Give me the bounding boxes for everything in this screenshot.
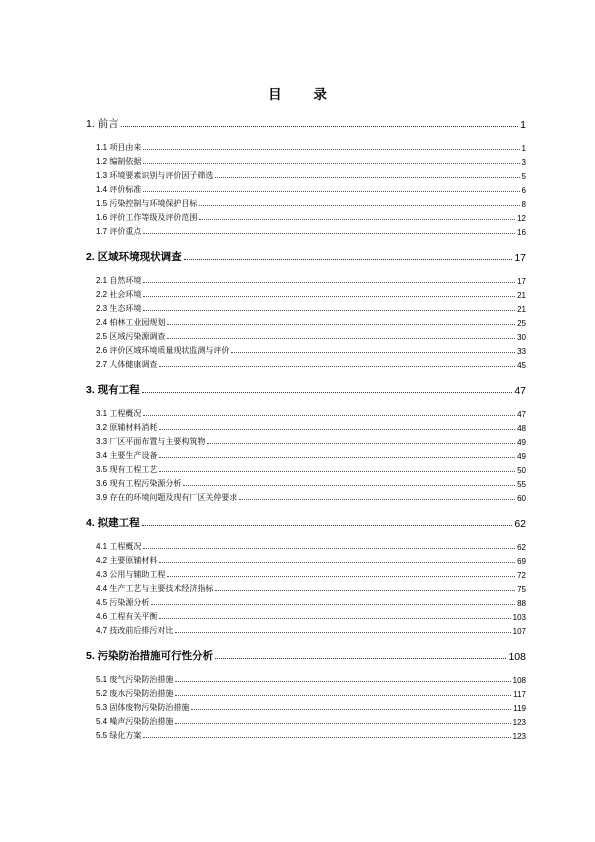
toc-leader-dots — [183, 485, 515, 486]
section-spacer — [86, 530, 526, 538]
toc-chapter-page: 1 — [520, 119, 526, 131]
toc-section-entry[interactable] — [86, 153, 526, 167]
toc-section-page: 8 — [521, 200, 526, 209]
toc-section-title: 1.1 项目由来 — [96, 143, 142, 152]
toc-leader-dots — [143, 233, 515, 234]
toc-section-title: 2.5 区域污染源调查 — [96, 332, 166, 341]
toc-leader-dots — [175, 723, 510, 724]
toc-section-entry[interactable] — [86, 167, 526, 181]
toc-chapter-entry[interactable] — [86, 247, 526, 264]
toc-section-page: 50 — [517, 466, 526, 475]
chapter-spacer — [86, 636, 526, 646]
toc-section-entry[interactable] — [86, 342, 526, 356]
toc-chapter-entry[interactable] — [86, 380, 526, 397]
toc-section-title: 4.5 污染源分析 — [96, 598, 150, 607]
toc-chapter-title: 4. 拟建工程 — [86, 517, 140, 529]
toc-leader-dots — [143, 282, 515, 283]
toc-section-page: 103 — [512, 613, 526, 622]
toc-section-entry[interactable] — [86, 713, 526, 727]
toc-section-title: 1.2 编制依据 — [96, 157, 142, 166]
toc-chapter-title: 2. 区域环境现状调查 — [86, 251, 182, 263]
toc-section-entry[interactable] — [86, 433, 526, 447]
toc-section-page: 62 — [517, 543, 526, 552]
toc-section-title: 2.7 人体健康调查 — [96, 360, 158, 369]
toc-leader-dots — [143, 296, 515, 297]
toc-section-entry[interactable] — [86, 580, 526, 594]
toc-section-title: 4.4 生产工艺与主要技术经济指标 — [96, 584, 214, 593]
toc-section-title: 2.3 生态环境 — [96, 304, 142, 313]
chapter-spacer — [86, 237, 526, 247]
toc-leader-dots — [142, 525, 513, 526]
toc-section-page: 60 — [517, 494, 526, 503]
toc-section-page: 47 — [517, 410, 526, 419]
toc-chapter-page: 17 — [514, 252, 526, 264]
toc-section-page: 6 — [521, 186, 526, 195]
toc-section-page: 75 — [517, 585, 526, 594]
toc-leader-dots — [184, 259, 513, 260]
toc-section-page: 17 — [517, 277, 526, 286]
toc-section-page: 30 — [517, 333, 526, 342]
toc-leader-dots — [239, 499, 515, 500]
toc-section-title: 4.1 工程概况 — [96, 542, 142, 551]
toc-chapter-title: 1. 前言 — [86, 118, 119, 130]
toc-leader-dots — [215, 177, 519, 178]
toc-section-title: 3.1 工程概况 — [96, 409, 142, 418]
toc-leader-dots — [175, 632, 510, 633]
toc-section-page: 33 — [517, 347, 526, 356]
toc-section-entry[interactable] — [86, 566, 526, 580]
toc-section-title: 2.1 自然环境 — [96, 276, 142, 285]
toc-section-title: 4.7 技改前后排污对比 — [96, 626, 174, 635]
toc-section-page: 25 — [517, 319, 526, 328]
toc-section-page: 123 — [512, 732, 526, 741]
toc-section-title: 2.6 评价区域环境质量现状监测与评价 — [96, 346, 230, 355]
toc-chapter-title: 5. 污染防治措施可行性分析 — [86, 650, 214, 662]
toc-leader-dots — [191, 709, 511, 710]
section-spacer — [86, 397, 526, 405]
toc-section-page: 88 — [517, 599, 526, 608]
toc-section-entry[interactable] — [86, 489, 526, 503]
toc-section-page: 49 — [517, 452, 526, 461]
toc-leader-dots — [215, 590, 515, 591]
toc-section-entry[interactable] — [86, 195, 526, 209]
toc-section-page: 45 — [517, 361, 526, 370]
toc-section-entry[interactable] — [86, 461, 526, 475]
toc-section-title: 5.5 绿化方案 — [96, 731, 142, 740]
section-spacer — [86, 663, 526, 671]
toc-section-title: 5.1 废气污染防治措施 — [96, 675, 174, 684]
toc-section-page: 117 — [513, 690, 526, 699]
chapter-spacer — [86, 370, 526, 380]
toc-section-page: 119 — [513, 704, 526, 713]
toc-section-page: 69 — [517, 557, 526, 566]
toc-section-page: 21 — [517, 291, 526, 300]
toc-leader-dots — [159, 366, 515, 367]
toc-section-page: 1 — [521, 144, 526, 153]
toc-leader-dots — [143, 310, 515, 311]
toc-section-entry[interactable] — [86, 594, 526, 608]
toc-section-title: 3.4 主要生产设备 — [96, 451, 158, 460]
toc-section-entry[interactable] — [86, 300, 526, 314]
toc-section-entry[interactable] — [86, 685, 526, 699]
toc-leader-dots — [175, 695, 511, 696]
toc-leader-dots — [167, 324, 515, 325]
toc-chapter-entry[interactable] — [86, 513, 526, 530]
toc-section-title: 1.3 环境要素识别与评价因子筛选 — [96, 171, 214, 180]
chapter-spacer — [86, 503, 526, 513]
toc-leader-dots — [159, 457, 515, 458]
toc-leader-dots — [159, 562, 515, 563]
toc-section-page: 49 — [517, 438, 526, 447]
toc-section-title: 5.4 噪声污染防治措施 — [96, 717, 174, 726]
toc-section-title: 3.2 原辅材料消耗 — [96, 423, 158, 432]
toc-section-entry[interactable] — [86, 286, 526, 300]
toc-leader-dots — [167, 576, 515, 577]
toc-section-page: 48 — [517, 424, 526, 433]
toc-section-entry[interactable] — [86, 314, 526, 328]
page-title: 目 录 — [268, 87, 341, 102]
toc-section-page: 21 — [517, 305, 526, 314]
toc-section-title: 3.3 厂区平面布置与主要构筑物 — [96, 437, 206, 446]
toc-chapter-page: 108 — [508, 651, 526, 663]
toc-chapter-entry[interactable] — [86, 114, 526, 131]
toc-section-entry[interactable] — [86, 608, 526, 622]
toc-leader-dots — [143, 163, 519, 164]
toc-leader-dots — [231, 352, 515, 353]
toc-chapter-entry[interactable] — [86, 646, 526, 663]
toc-section-entry[interactable] — [86, 419, 526, 433]
toc-section-page: 108 — [512, 676, 526, 685]
toc-section-title: 4.6 工程有关平衡 — [96, 612, 158, 621]
toc-section-title: 1.7 评价重点 — [96, 227, 142, 236]
toc-section-entry[interactable] — [86, 622, 526, 636]
toc-leader-dots — [207, 443, 515, 444]
toc-section-page: 72 — [517, 571, 526, 580]
section-spacer — [86, 264, 526, 272]
toc-section-title: 1.6 评价工作等级及评价范围 — [96, 213, 198, 222]
toc-section-title: 1.5 污染控制与环境保护目标 — [96, 199, 198, 208]
toc-section-entry[interactable] — [86, 356, 526, 370]
toc-section-page: 16 — [517, 228, 526, 237]
toc-leader-dots — [215, 658, 506, 659]
section-spacer — [86, 131, 526, 139]
toc-section-entry[interactable] — [86, 552, 526, 566]
toc-leader-dots — [167, 338, 515, 339]
toc-leader-dots — [199, 205, 519, 206]
toc-section-page: 3 — [521, 158, 526, 167]
toc-section-page: 107 — [512, 627, 526, 636]
toc-section-entry[interactable] — [86, 405, 526, 419]
toc-section-entry[interactable] — [86, 447, 526, 461]
toc-leader-dots — [143, 737, 510, 738]
toc-leader-dots — [159, 618, 510, 619]
toc-chapter-page: 47 — [514, 385, 526, 397]
toc-section-page: 5 — [521, 172, 526, 181]
toc-section-entry[interactable] — [86, 328, 526, 342]
toc-leader-dots — [175, 681, 510, 682]
toc-chapter-title: 3. 现有工程 — [86, 384, 140, 396]
toc-section-entry[interactable] — [86, 209, 526, 223]
toc-section-title: 4.3 公用与辅助工程 — [96, 570, 166, 579]
toc-section-title: 4.2 主要原辅材料 — [96, 556, 158, 565]
toc-section-title: 2.4 柏林工业园规划 — [96, 318, 166, 327]
toc-leader-dots — [142, 392, 513, 393]
toc-section-entry[interactable] — [86, 538, 526, 552]
toc-section-entry[interactable] — [86, 181, 526, 195]
table-of-contents — [86, 114, 526, 741]
toc-section-title: 3.5 现有工程工艺 — [96, 465, 158, 474]
toc-leader-dots — [121, 126, 518, 127]
toc-section-entry[interactable] — [86, 699, 526, 713]
toc-chapter-page: 62 — [514, 518, 526, 530]
toc-section-title: 5.3 固体废物污染防治措施 — [96, 703, 190, 712]
toc-section-title: 5.2 废水污染防治措施 — [96, 689, 174, 698]
toc-section-page: 55 — [517, 480, 526, 489]
toc-section-entry[interactable] — [86, 223, 526, 237]
toc-section-title: 1.4 评价标准 — [96, 185, 142, 194]
toc-leader-dots — [159, 471, 515, 472]
toc-leader-dots — [159, 429, 515, 430]
toc-leader-dots — [143, 149, 519, 150]
toc-leader-dots — [143, 191, 519, 192]
toc-leader-dots — [143, 548, 515, 549]
toc-section-entry[interactable] — [86, 139, 526, 153]
toc-section-page: 12 — [517, 214, 526, 223]
toc-section-entry[interactable] — [86, 272, 526, 286]
toc-section-title: 2.2 社会环境 — [96, 290, 142, 299]
toc-leader-dots — [151, 604, 515, 605]
toc-section-entry[interactable] — [86, 671, 526, 685]
toc-section-page: 123 — [512, 718, 526, 727]
toc-section-entry[interactable] — [86, 727, 526, 741]
toc-leader-dots — [143, 415, 515, 416]
toc-leader-dots — [199, 219, 515, 220]
toc-section-title: 3.6 现有工程污染源分析 — [96, 479, 182, 488]
toc-section-entry[interactable] — [86, 475, 526, 489]
toc-section-title: 3.9 存在的环境问题及现有厂区关停要求 — [96, 493, 238, 502]
